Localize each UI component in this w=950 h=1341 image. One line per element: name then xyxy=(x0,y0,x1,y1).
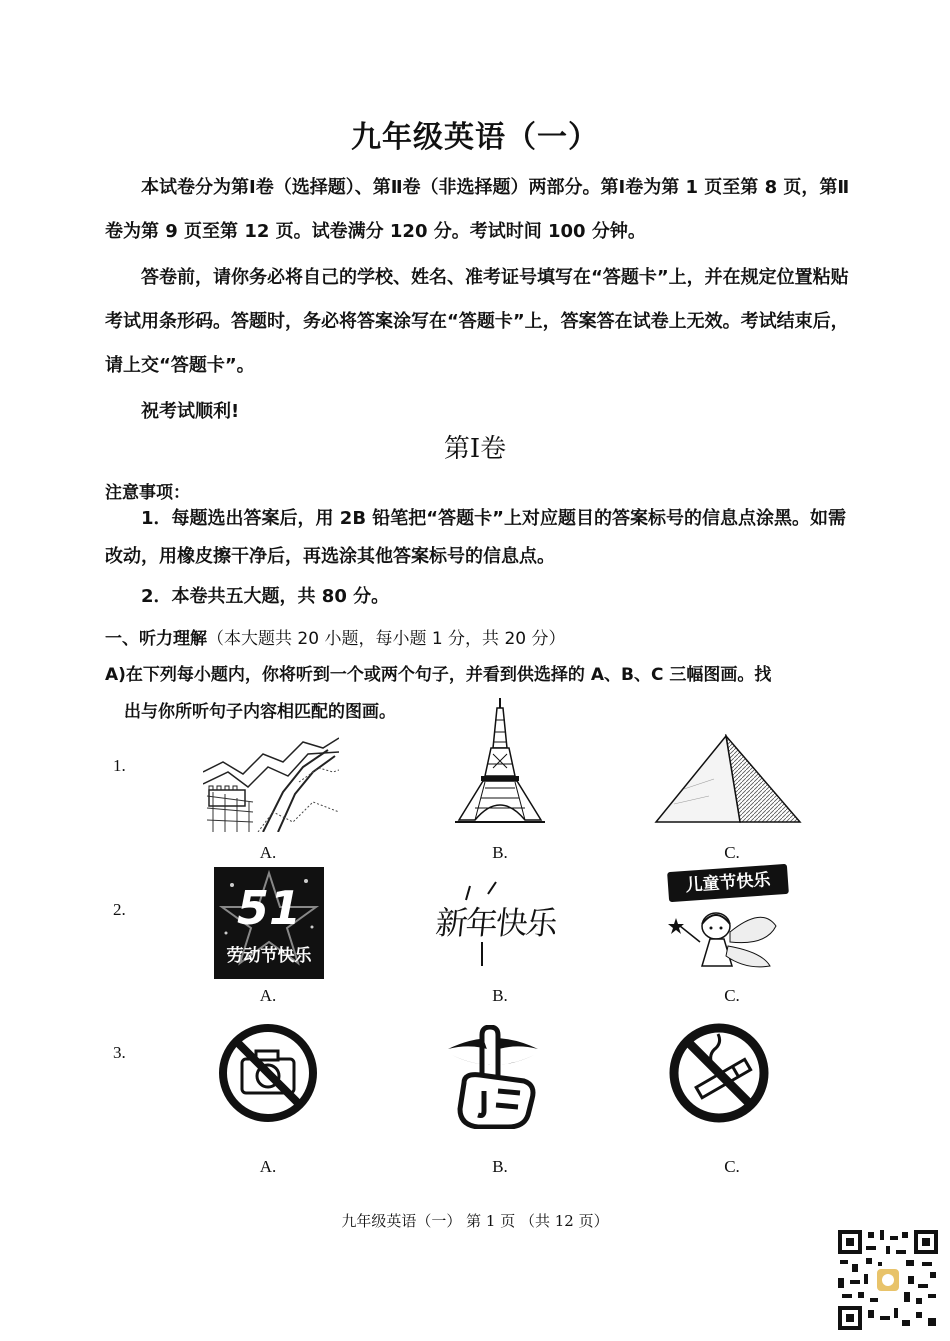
page-footer: 九年级英语（一） 第 1 页 （共 12 页） xyxy=(341,1212,609,1230)
section-title: 第Ⅰ卷 xyxy=(443,434,507,464)
new-year-text: 新年快乐 xyxy=(433,904,558,942)
intro-text-2: 答卷前，请你务必将自己的学校、姓名、准考证号填写在“答题卡”上，并在规定位置粘贴考试用条形码。答题时，务必将答案涂写在“答题卡”上，答案答在试卷上无效。考试结束后，请上交“答题卡”。 xyxy=(105,267,849,376)
question-number: 2. xyxy=(113,900,126,919)
quiet-sign-icon xyxy=(444,1025,542,1129)
option-b-label: B. xyxy=(492,986,508,1005)
notes-heading: 注意事项： xyxy=(105,483,190,503)
intro-paragraph-1 xyxy=(105,166,850,254)
intro-paragraph-2 xyxy=(105,256,850,388)
notes-item-2 xyxy=(105,578,850,616)
labor-day-number: 51 xyxy=(236,881,301,935)
option-c-label: C. xyxy=(724,843,740,862)
page-title: 九年级英语（一） xyxy=(351,120,599,155)
qr-code-icon[interactable] xyxy=(836,1228,940,1332)
childrens-day-text: 儿童节快乐 xyxy=(684,870,772,896)
part1-instruction-line1: A)在下列每小题内，你将听到一个或两个句子，并看到供选择的 A、B、C 三幅图画。找 xyxy=(105,665,772,685)
question-number: 1. xyxy=(113,756,126,775)
part1-title: 一、听力理解 xyxy=(105,629,207,649)
option-a-label: A. xyxy=(259,843,277,862)
part1-instruction-line2: 出与你所听句子内容相匹配的图画。 xyxy=(124,702,396,722)
great-wall-picture xyxy=(203,732,339,832)
eiffel-tower-picture xyxy=(455,698,545,824)
pyramid-picture xyxy=(654,734,802,826)
option-b-label: B. xyxy=(492,1157,508,1176)
intro-text-1: 本试卷分为第Ⅰ卷（选择题）、第Ⅱ卷（非选择题）两部分。第Ⅰ卷为第 1 页至第 8 页，第Ⅱ卷为第 9 页至第 12 页。试卷满分 120 分。考试时间 100 分钟。 xyxy=(105,177,850,242)
option-b-label: B. xyxy=(492,843,508,862)
fairy-icon xyxy=(666,866,790,972)
labor-day-picture xyxy=(214,867,324,979)
calligraphy-strokes xyxy=(426,880,566,970)
good-luck-text: 祝考试顺利! xyxy=(141,401,240,422)
notes-item-1-text: 1．每题选出答案后，用 2B 铅笔把“答题卡”上对应题目的答案标号的信息点涂黑。如需改动，用橡皮擦干净后，再选涂其他答案标号的信息点。 xyxy=(105,508,846,567)
notes-item-2-text: 2．本卷共五大题，共 80 分。 xyxy=(141,586,390,607)
option-c-label: C. xyxy=(724,986,740,1005)
question-number: 3. xyxy=(113,1043,126,1062)
part1-detail: （本大题共 20 小题，每小题 1 分，共 20 分） xyxy=(207,629,566,649)
part1-heading xyxy=(105,624,566,649)
option-c-label: C. xyxy=(724,1157,740,1176)
childrens-day-picture xyxy=(666,866,790,972)
no-smoking-sign-icon xyxy=(668,1022,770,1124)
notes-item-1 xyxy=(105,500,850,576)
labor-day-caption: 劳动节快乐 xyxy=(226,946,312,966)
new-year-picture xyxy=(426,880,566,970)
no-photos-sign-icon xyxy=(218,1023,318,1123)
option-a-label: A. xyxy=(259,986,277,1005)
option-a-label: A. xyxy=(259,1157,277,1176)
